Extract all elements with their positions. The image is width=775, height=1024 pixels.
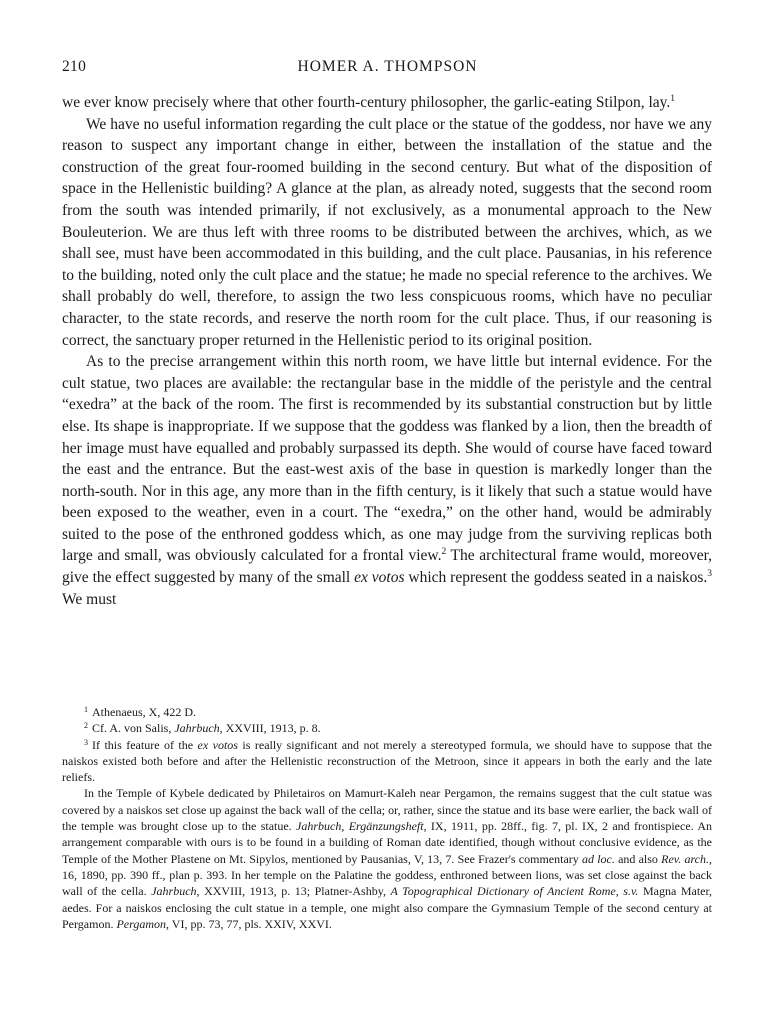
paragraph-3: As to the precise arrangement within this north room, we have little but internal evidence. For the cult statue, two places are available: the rectangular base in the middle of the peristyle and the central “exedra” at the back of the room. The first is recommended by its substantial construction but by little else. Its shape is inappropriate. If we suppose that the goddess was flanked by a lion, then the breadth of her image must have equalled and probably surpassed its depth. She would of course have faced toward the east and the entrance. But the east-west axis of the base in question is markedly longer than the north-south. Nor in this age, any more than in the fifth century, is it likely that such a statue would have been exposed to the weather, even in a court. The “exedra,” on the other hand, would be admirably suited to the pose of the enthroned goddess which, as one may judge from the surviving replicas both large and small, was obviously calculated for a frontal view.$^2$ The architectural frame would, moreover, give the effect suggested by many of the small ex votos which represent the goddess seated in a naiskos.$^3$ We must bbox=[62, 353, 712, 608]
footnote-1: $^1$ Athenaeus, X, 422 D. bbox=[84, 705, 196, 719]
running-title: HOMER A. THOMPSON bbox=[297, 58, 478, 75]
paragraph-1: we ever know precisely where that other fourth-century philosopher, the garlic-eating Stilpon, lay.$^1$ bbox=[62, 94, 676, 111]
footnotes bbox=[62, 704, 712, 932]
footnote-ref-1: 1 bbox=[670, 94, 676, 104]
page-header bbox=[62, 58, 713, 80]
footnote-3-continued: In the Temple of Kybele dedicated by Philetairos on Mamurt-Kaleh near Pergamon, the remains suggest that the cult statue was covered by a naiskos set close up against the back wall of the cella; or, rather, since the statue and its base were earlier, the back wall of the temple was brought close up to the statue. Jahrbuch, Ergänzungsheft, IX, 1911, pp. 28ff., fig. 7, pl. IX, 2 and frontispiece. An arrangement comparable with ours is to be found in a building of Roman date identified, though without conclusive evidence, as the Temple of the Mother Plastene on Mt. Sipylos, mentioned by Pausanias, V, 13, 7. See Frazer's commentary ad loc. and also Rev. arch., 16, 1890, pp. 390 ff., plan p. 393. In her temple on the Palatine the goddess, enthroned between lions, was set close against the back wall of the cella. Jahrbuch, XXVIII, 1913, p. 13; Platner-Ashby, A Topographical Dictionary of Ancient Rome, s.v. Magna Mater, aedes. For a naiskos enclosing the cult statue in a temple, one might also compare the Gymnasium Temple of the second century at Pergamon. Pergamon, VI, pp. 73, 77, pls. XXIV, XXVI. bbox=[62, 786, 712, 931]
footnote-ref-3: 3 bbox=[707, 569, 712, 580]
footnote-ref-2: 2 bbox=[441, 547, 447, 558]
main-text bbox=[62, 92, 712, 610]
footnote-2: $^2$ Cf. A. von Salis, Jahrbuch, XXVIII, 1913, p. 8. bbox=[84, 721, 321, 736]
footnote-3: $^3$ If this feature of the ex votos is really significant and not merely a stereotyped formula, we should have to suppose that the naiskos existed both before and after the Hellenistic reconstruction of the Metroon, since it appears in both the early and the late reliefs. bbox=[62, 737, 712, 785]
page-number: 210 bbox=[62, 58, 87, 75]
paragraph-2: We have no useful information regarding the cult place or the statue of the goddess, nor have we any reason to suspect any important change in either, between the installation of the statue and the construction of the great four-roomed building in the second century. But what of the disposition of space in the Hellenistic building? A glance at the plan, as already noted, suggests that the second room from the south was intended primarily, if not exclusively, as a monumental approach to the New Bouleuterion. We are thus left with three rooms to be distributed between the archives, which, as we shall see, must have been accommodated in this building, and the cult place. Pausanias, in his reference to the building, noted only the cult place and the statue; he made no special reference to the archives. We shall probably do well, therefore, to assign the two less conspicuous rooms, which have no peculiar character, to the state records, and reserve the north room for the cult place. Thus, if our reasoning is correct, the sanctuary proper returned in the Hellenistic period to its original position. bbox=[62, 115, 712, 349]
